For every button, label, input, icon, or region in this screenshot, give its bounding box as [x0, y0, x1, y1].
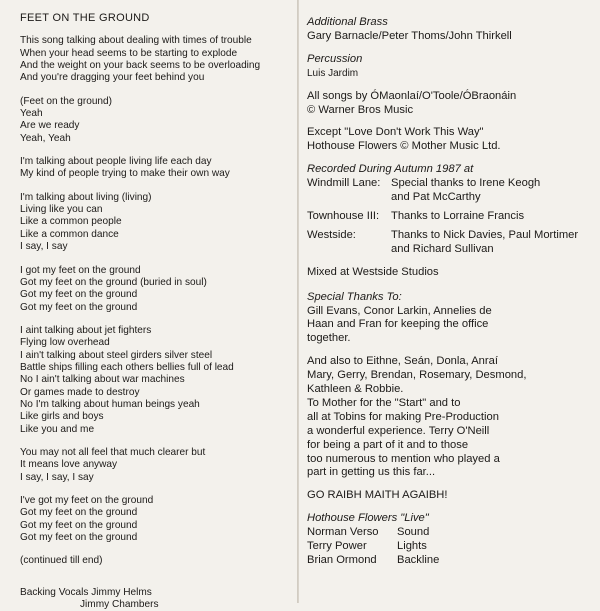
studio-name: Windmill Lane: — [307, 177, 381, 190]
stanza-gap — [20, 181, 285, 192]
stanza-gap — [20, 85, 285, 96]
stanza-gap — [20, 314, 285, 325]
crew-name: Brian Ormond — [307, 554, 377, 566]
studio-thanks-line: and Pat McCarthy — [391, 191, 481, 204]
mixing-credit: Mixed at Westside Studios — [307, 265, 439, 278]
lyric-line: And the weight on your back seems to be overloading — [20, 60, 261, 72]
studio-thanks — [391, 177, 592, 205]
recorded-heading: Recorded During Autumn 1987 at — [307, 163, 474, 176]
irish-thanks: GO RAIBH MAITH AGAIBH! — [307, 489, 448, 502]
percussion-player: Luis Jardim — [307, 67, 359, 79]
lyric-line: When your head seems to be starting to explode — [20, 47, 238, 59]
lyric-line: I aint talking about jet fighters — [20, 324, 152, 336]
lyric-line: No I'm talking about human beings yeah — [20, 398, 200, 410]
lyric-line: My kind of people trying to make their own way — [20, 168, 230, 180]
exception-publisher: Hothouse Flowers © Mother Music Ltd. — [307, 140, 501, 153]
thanks-line: To Mother for the "Start" and to — [307, 396, 461, 409]
lyric-line: Flying low overhead — [20, 337, 110, 349]
lyric-stanza — [20, 265, 285, 314]
credits-column — [307, 16, 592, 568]
backing-vocals — [20, 587, 285, 611]
lyric-line: I say, I say — [20, 241, 68, 253]
lyric-line: I'm talking about people living life each day — [20, 156, 212, 168]
lyric-line: Like girls and boys — [20, 411, 104, 423]
lyric-line: Are we ready — [20, 120, 80, 132]
lyric-line: Like a common people — [20, 216, 122, 228]
lyric-line: Yeah — [20, 108, 43, 120]
thanks-line: Gill Evans, Conor Larkin, Annelies de — [307, 304, 492, 317]
lyric-line: Or games made to destroy — [20, 386, 140, 398]
lyric-line: It means love anyway — [20, 459, 118, 471]
stanza-gap — [20, 544, 285, 555]
thanks-line: Kathleen & Robbie. — [307, 383, 404, 396]
lyric-line: Living like you can — [20, 204, 103, 216]
lyric-line: And you're dragging your feet behind you — [20, 72, 205, 84]
lyric-line: I say, I say, I say — [20, 471, 94, 483]
special-thanks-text — [307, 305, 592, 347]
studio-list — [307, 177, 592, 257]
lyric-line: I've got my feet on the ground — [20, 495, 154, 506]
song-title: FEET ON THE GROUND — [20, 12, 150, 24]
songwriting-credit: All songs by ÓMaonlaí/O'Toole/ÓBraonáin — [307, 89, 517, 102]
thanks-line: Mary, Gerry, Brendan, Rosemary, Desmond, — [307, 369, 527, 382]
thanks-line: Haan and Fran for keeping the office — [307, 318, 489, 331]
exception-credit: Except "Love Don't Work This Way" — [307, 126, 484, 139]
thanks-line: together. — [307, 332, 351, 345]
special-thanks-heading: Special Thanks To: — [307, 290, 402, 303]
studio-thanks — [391, 210, 592, 224]
thanks-line: for being a part of it and to those — [307, 438, 469, 451]
lyric-line: Got my feet on the ground — [20, 289, 138, 301]
stanza-gap — [20, 145, 285, 156]
lyric-line: (continued till end) — [20, 555, 103, 567]
lyric-line: No I ain't talking about war machines — [20, 374, 185, 386]
stanza-gap — [20, 436, 285, 447]
lyric-line: Got my feet on the ground — [20, 301, 138, 313]
lyric-stanza — [20, 192, 285, 254]
crew-role: Lights — [397, 540, 427, 553]
lyric-stanza — [20, 555, 285, 567]
lyric-line: Got my feet on the ground (buried in soul) — [20, 276, 207, 288]
lyrics-stanzas — [20, 35, 285, 578]
lyric-stanza — [20, 325, 285, 436]
lyric-line: I got my feet on the ground — [20, 264, 141, 276]
lyric-line: Got my feet on the ground — [20, 519, 138, 531]
stanza-gap — [20, 484, 285, 495]
studio-thanks-line: and Richard Sullivan — [391, 242, 494, 255]
lyric-line: This song talking about dealing with times of trouble — [20, 35, 252, 47]
lyric-stanza — [20, 495, 285, 544]
lyric-line: Got my feet on the ground — [20, 507, 138, 519]
lyric-line: I'm talking about living (living) — [20, 191, 152, 203]
lyric-line: I ain't talking about steel girders silver steel — [20, 349, 213, 361]
thanks-line: And also to Eithne, Seán, Donla, Anraí — [307, 355, 498, 368]
backing-vocals-line: Jimmy Chambers — [80, 599, 159, 611]
stanza-gap — [20, 568, 285, 579]
backing-vocals-line: Backing Vocals Jimmy Helms — [20, 586, 152, 598]
lyric-line: Got my feet on the ground — [20, 532, 138, 544]
crew-name: Terry Power — [307, 540, 367, 553]
lyric-line: Battle ships filling each others bellies full of lead — [20, 361, 234, 373]
publisher-credit: © Warner Bros Music — [307, 103, 414, 116]
lyric-line: Like a common dance — [20, 228, 119, 240]
lyric-stanza — [20, 35, 285, 84]
lyric-line: (Feet on the ground) — [20, 95, 113, 107]
studio-thanks-line: Thanks to Lorraine Francis — [391, 209, 525, 222]
thanks-line: a wonderful experience. Terry O'Neill — [307, 424, 490, 437]
studio-name: Westside: — [307, 228, 356, 241]
studio-row — [307, 210, 592, 224]
page-fold — [297, 0, 299, 603]
percussion-heading: Percussion — [307, 52, 363, 65]
studio-thanks — [391, 229, 592, 257]
additional-thanks-text — [307, 355, 592, 480]
crew-name: Norman Verso — [307, 526, 379, 539]
lyric-line: Like you and me — [20, 423, 95, 435]
studio-row — [307, 177, 592, 205]
studio-name: Townhouse III: — [307, 209, 380, 222]
thanks-line: too numerous to mention who played a — [307, 452, 500, 465]
lyric-stanza — [20, 156, 285, 181]
live-crew-list — [307, 526, 592, 568]
lyric-line: Yeah, Yeah — [20, 132, 71, 144]
live-crew-heading: Hothouse Flowers "Live" — [307, 512, 429, 525]
crew-role: Sound — [397, 526, 430, 539]
lyric-line: You may not all feel that much clearer but — [20, 446, 206, 458]
studio-row — [307, 229, 592, 257]
lyric-stanza — [20, 447, 285, 484]
stanza-gap — [20, 254, 285, 265]
thanks-line: part in getting us this far... — [307, 466, 436, 479]
studio-thanks-line: Thanks to Nick Davies, Paul Mortimer — [391, 228, 579, 241]
crew-role: Backline — [397, 554, 440, 566]
lyrics-column — [20, 12, 285, 611]
additional-brass-heading: Additional Brass — [307, 16, 388, 28]
lyric-stanza — [20, 96, 285, 145]
thanks-line: all at Tobins for making Pre-Production — [307, 410, 499, 423]
studio-thanks-line: Special thanks to Irene Keogh — [391, 177, 541, 190]
additional-brass-players: Gary Barnacle/Peter Thoms/John Thirkell — [307, 29, 512, 42]
